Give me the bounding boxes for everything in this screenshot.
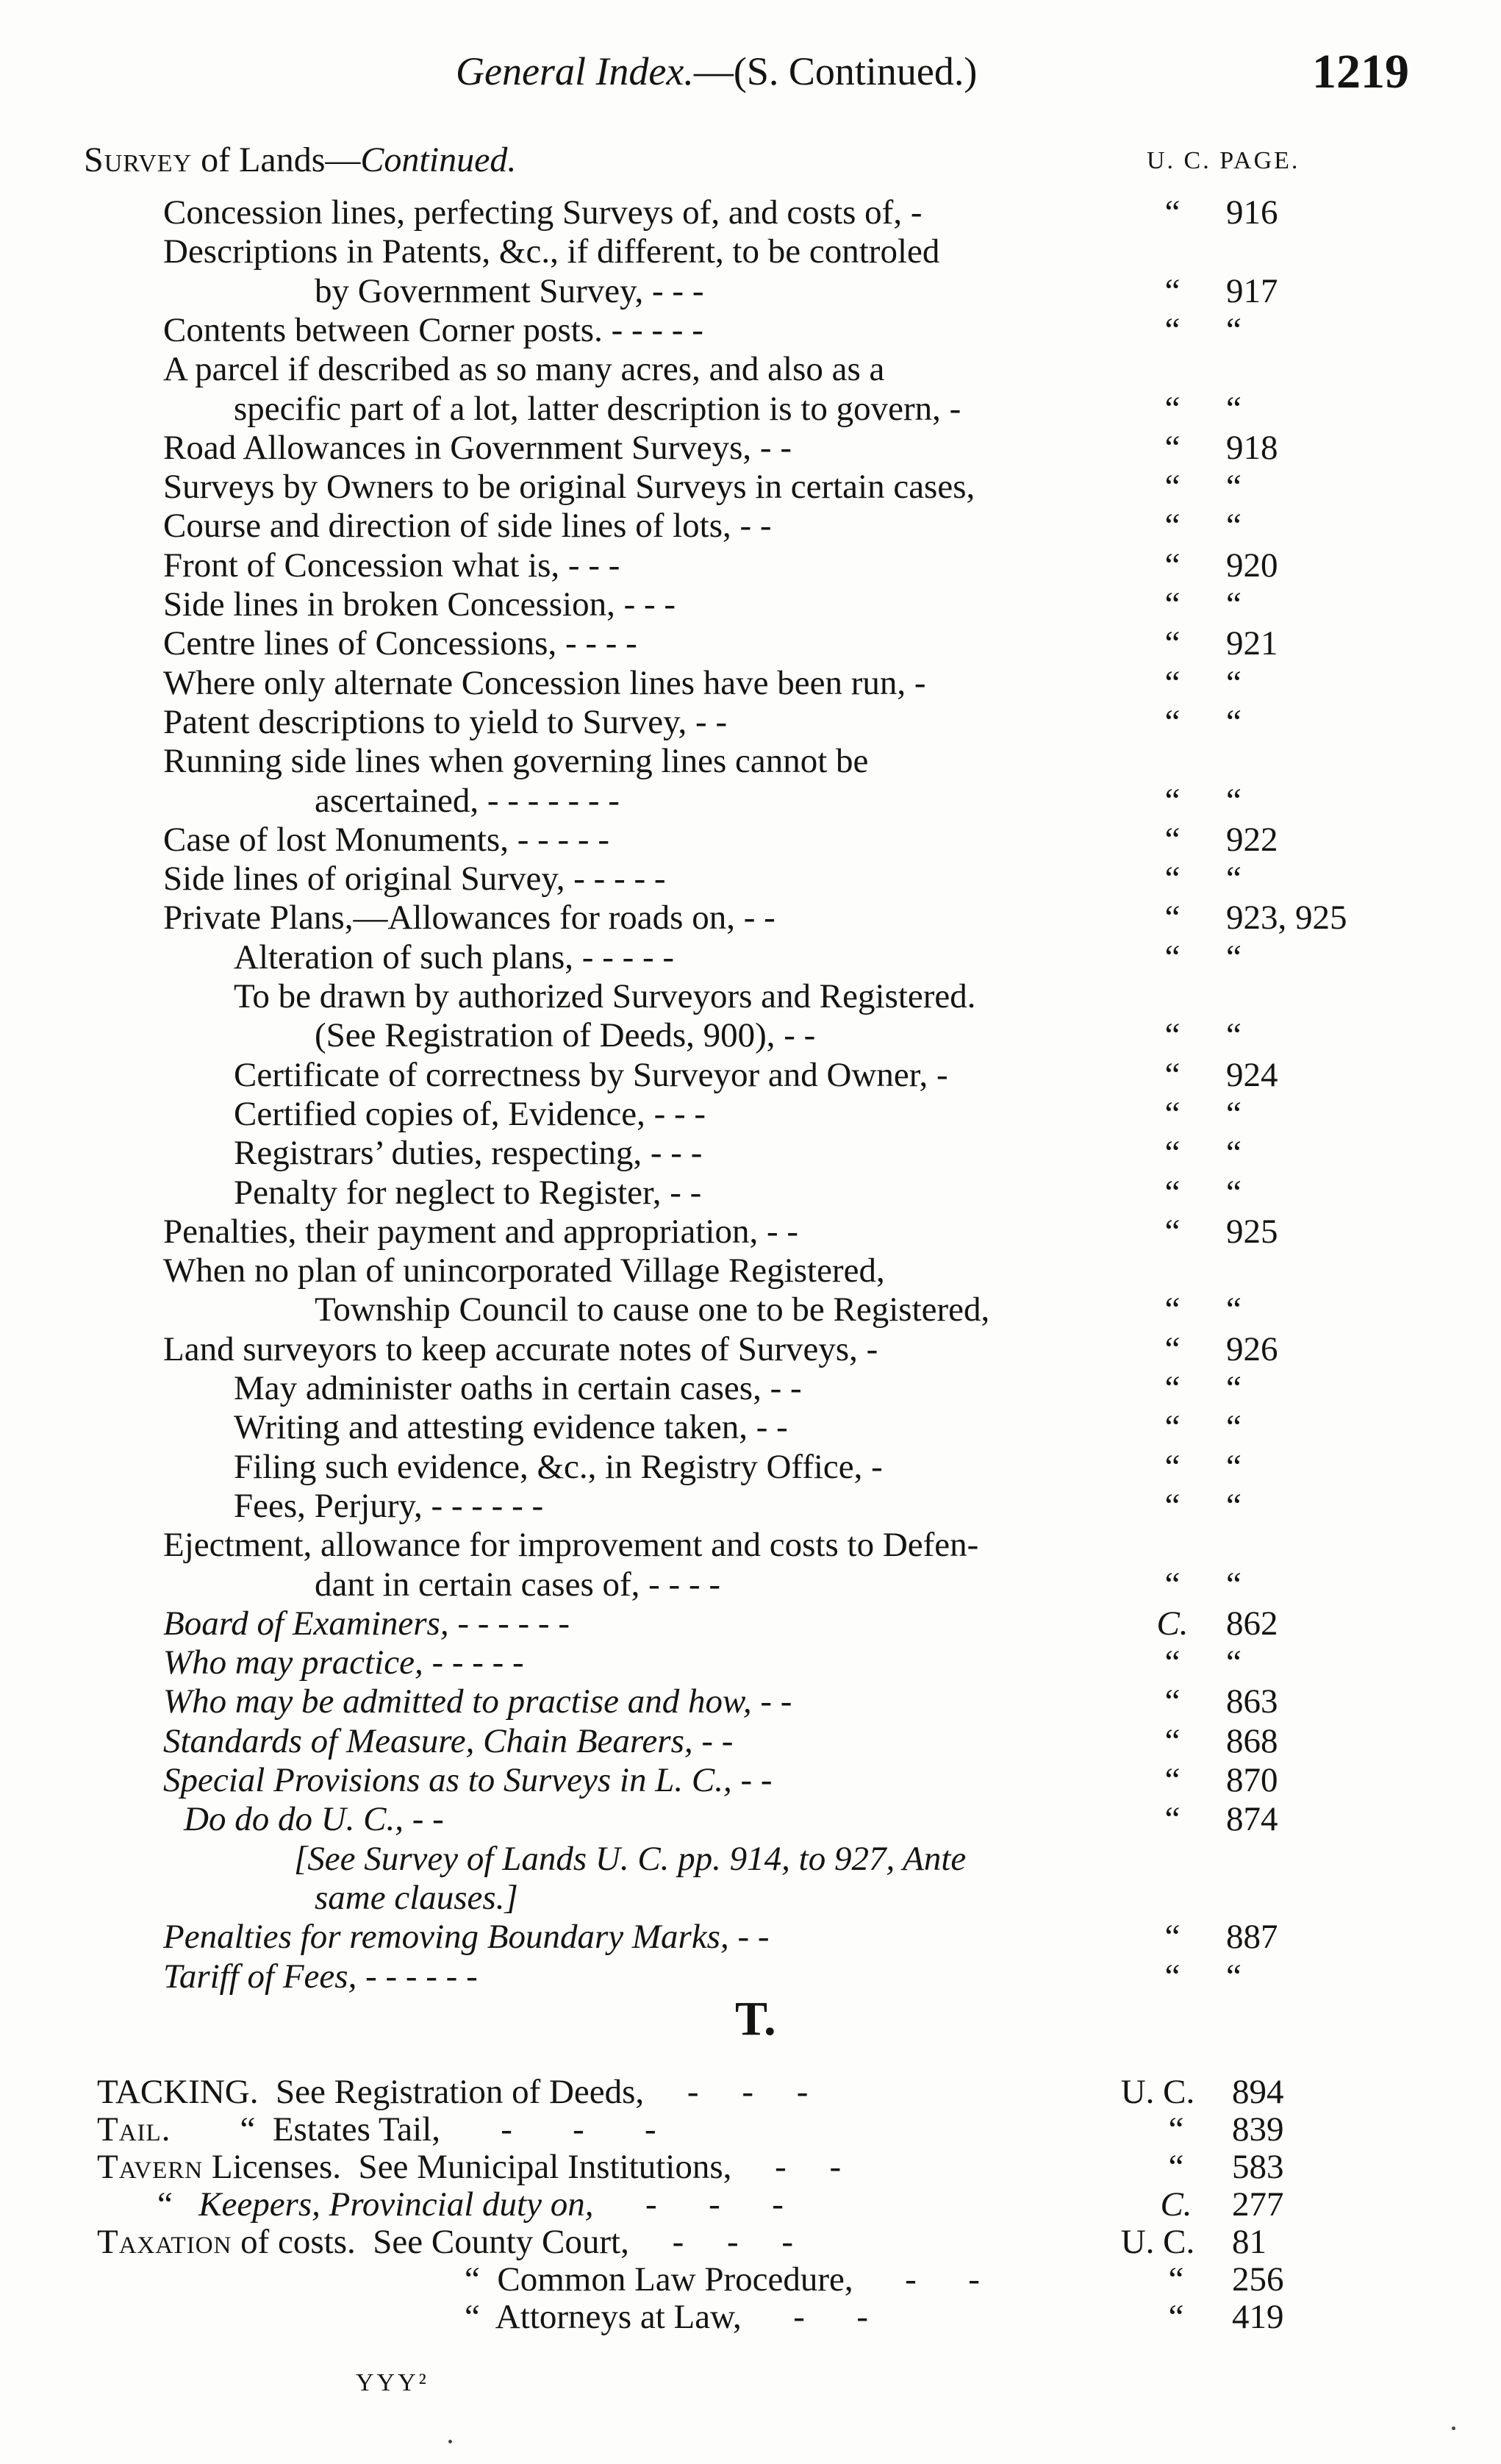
index-entry — [0, 1721, 1501, 1761]
entry-volume: “ — [1164, 820, 1181, 859]
index-entry — [0, 1290, 1501, 1329]
t-index-entry — [0, 2297, 1501, 2337]
entry-text-group — [97, 2072, 808, 2112]
entry-text: specific part of a lot, latter description is to govern, - — [234, 389, 961, 428]
t-index-entry — [0, 2072, 1501, 2112]
entry-page: “ — [1226, 585, 1242, 624]
index-entry — [0, 1329, 1501, 1369]
entry-volume: “ — [1164, 663, 1181, 702]
entry-volume: “ — [1164, 1918, 1181, 1957]
column-heading: U. C. PAGE. — [1147, 147, 1300, 174]
entry-text: [See Survey of Lands U. C. pp. 914, to 927, Ante — [294, 1839, 967, 1878]
entry-page: “ — [1226, 1290, 1242, 1329]
entry-volume: “ — [1164, 1369, 1181, 1407]
entry-page: “ — [1226, 1173, 1242, 1212]
index-entry — [0, 1525, 1501, 1565]
running-header — [456, 49, 977, 94]
entry-page: 894 — [1232, 2073, 1284, 2111]
entry-page: “ — [1226, 1957, 1242, 1996]
entry-volume: C. — [1160, 2185, 1192, 2224]
entry-text: To be drawn by authorized Surveyors and Registered. — [234, 977, 976, 1015]
entry-page: 868 — [1226, 1721, 1278, 1760]
entry-volume: “ — [1164, 1682, 1181, 1721]
entry-text: Case of lost Monuments, - - - - - — [163, 820, 609, 859]
index-entry — [0, 310, 1501, 350]
index-entry — [0, 1839, 1501, 1879]
entry-page: 256 — [1232, 2260, 1284, 2299]
entry-text: Certified copies of, Evidence, - - - — [234, 1094, 706, 1133]
entry-page: 918 — [1226, 428, 1278, 467]
entry-volume: “ — [1164, 1486, 1181, 1525]
entry-text-group — [157, 2185, 784, 2224]
entry-volume: “ — [1164, 1173, 1181, 1212]
entry-page: “ — [1226, 938, 1242, 976]
entry-volume: “ — [1164, 1565, 1181, 1604]
entry-text: Who may practice, - - - - - — [163, 1643, 524, 1682]
entry-text-group — [465, 2297, 868, 2337]
index-entry — [0, 1447, 1501, 1487]
index-entry — [0, 1682, 1501, 1721]
index-entry — [0, 976, 1501, 1016]
t-index-entry — [0, 2222, 1501, 2262]
entry-text: Licenses. See Municipal Institutions, - - — [203, 2148, 842, 2186]
index-entry — [0, 546, 1501, 585]
entry-text: Running side lines when governing lines cannot be — [163, 742, 869, 781]
entry-volume: “ — [1164, 938, 1181, 976]
entry-text: Road Allowances in Government Surveys, - - — [163, 428, 792, 467]
entry-text: Certificate of correctness by Surveyor and Owner, - — [234, 1055, 948, 1094]
index-entry — [0, 1094, 1501, 1134]
entry-page: 870 — [1226, 1761, 1278, 1799]
entry-page: 887 — [1226, 1918, 1278, 1957]
entry-page: 923, 925 — [1226, 899, 1347, 938]
entry-head: Tavern — [97, 2148, 204, 2186]
entry-page: 922 — [1226, 820, 1278, 859]
entry-page: 926 — [1226, 1329, 1278, 1368]
index-entry — [0, 428, 1501, 468]
entry-text: Course and direction of side lines of lots, - - — [163, 507, 772, 546]
entry-page: “ — [1226, 860, 1242, 899]
entry-page: “ — [1226, 1486, 1242, 1525]
entry-text: Fees, Perjury, - - - - - - — [234, 1486, 544, 1525]
entry-volume: “ — [1164, 193, 1181, 232]
entry-text: (See Registration of Deeds, 900), - - — [315, 1016, 816, 1055]
index-entry — [0, 1407, 1501, 1447]
section-heading-rest: of Lands— — [192, 140, 361, 179]
entry-volume: “ — [1164, 1212, 1181, 1251]
entry-page: 277 — [1232, 2185, 1284, 2224]
entry-volume: “ — [1164, 1094, 1181, 1133]
index-entry — [0, 1251, 1501, 1290]
entry-text: Writing and attesting evidence taken, - - — [234, 1408, 788, 1447]
entry-volume: “ — [1164, 899, 1181, 938]
entry-text: May administer oaths in certain cases, - - — [234, 1369, 802, 1407]
entry-text: Ejectment, allowance for improvement and costs to Defen- — [163, 1526, 979, 1565]
entry-page: “ — [1226, 663, 1242, 702]
entry-text-group — [465, 2260, 980, 2299]
page-number: 1219 — [1312, 45, 1409, 99]
index-entry — [0, 1368, 1501, 1408]
index-entry — [0, 506, 1501, 546]
entry-volume: “ — [1168, 2298, 1184, 2336]
entry-page: “ — [1226, 468, 1242, 507]
index-entry — [0, 1565, 1501, 1604]
entry-head: TACKING. — [97, 2073, 259, 2111]
entry-volume: “ — [1168, 2110, 1184, 2149]
entry-text: Township Council to cause one to be Registered, — [315, 1290, 990, 1329]
entry-text-group — [97, 2147, 841, 2187]
entry-volume: “ — [1164, 585, 1181, 624]
index-entry — [0, 1799, 1501, 1839]
section-heading-italic: Continued. — [360, 140, 517, 179]
entry-text: Where only alternate Concession lines have been run, - — [163, 663, 926, 702]
entry-text: Alteration of such plans, - - - - - — [234, 938, 675, 976]
entry-page: 419 — [1232, 2298, 1284, 2336]
index-entry — [0, 1015, 1501, 1055]
entry-page: “ — [1226, 781, 1242, 820]
entry-text: Private Plans,—Allowances for roads on, - - — [163, 899, 775, 938]
entry-volume: U. C. — [1120, 2223, 1195, 2261]
entry-text: of costs. See County Court, - - - — [232, 2223, 794, 2261]
header-title-italic: General Index. — [456, 49, 694, 93]
entry-text: Keepers, Provincial duty on, - - - — [172, 2185, 784, 2224]
entry-volume: “ — [1164, 389, 1181, 428]
section-heading-caps: Survey — [84, 140, 193, 179]
index-entry — [0, 349, 1501, 389]
index-entry — [0, 193, 1501, 232]
entry-volume: “ — [1164, 781, 1181, 820]
index-entry — [0, 271, 1501, 311]
entry-text: See Registration of Deeds, - - - — [258, 2073, 809, 2111]
entry-text: Standards of Measure, Chain Bearers, - - — [163, 1721, 734, 1760]
index-entry — [0, 702, 1501, 742]
entry-page: 921 — [1226, 624, 1278, 663]
section-heading — [84, 140, 516, 180]
entry-page: 874 — [1226, 1800, 1278, 1839]
index-entry — [0, 1133, 1501, 1173]
entry-volume: “ — [1168, 2260, 1184, 2299]
entry-volume: C. — [1156, 1604, 1189, 1643]
entry-page: “ — [1226, 389, 1242, 428]
entry-text: same clauses.] — [315, 1878, 518, 1917]
entry-volume: “ — [1164, 1016, 1181, 1055]
entry-text: Penalties for removing Boundary Marks, - - — [163, 1918, 770, 1957]
entry-page: 583 — [1232, 2148, 1284, 2186]
entry-text: Side lines of original Survey, - - - - - — [163, 860, 666, 899]
entry-text: “ Attorneys at Law, - - — [465, 2298, 869, 2336]
entry-head: Taxation — [97, 2223, 232, 2261]
entry-volume: “ — [1164, 468, 1181, 507]
entry-page: 917 — [1226, 271, 1278, 310]
entry-text-group — [97, 2110, 656, 2149]
t-index-entry — [0, 2110, 1501, 2149]
entry-text: “ Common Law Procedure, - - — [465, 2260, 980, 2299]
entry-page: “ — [1226, 507, 1242, 546]
index-entry — [0, 663, 1501, 703]
index-entry — [0, 741, 1501, 781]
entry-page: 863 — [1226, 1682, 1278, 1721]
index-entry — [0, 467, 1501, 507]
entry-volume: “ — [1164, 1055, 1181, 1094]
entry-text: Registrars’ duties, respecting, - - - — [234, 1134, 703, 1173]
entry-text: Concession lines, perfecting Surveys of, and costs of, - — [163, 193, 923, 232]
t-index-entry — [0, 2260, 1501, 2299]
index-entry — [0, 781, 1501, 821]
index-entry — [0, 1604, 1501, 1643]
signature-mark: YYY² — [356, 2369, 429, 2396]
entry-volume: “ — [1164, 1290, 1181, 1329]
entry-volume: “ — [1164, 1447, 1181, 1486]
index-entry — [0, 624, 1501, 663]
entry-page: 839 — [1232, 2110, 1284, 2149]
index-entry — [0, 938, 1501, 977]
entry-page: 81 — [1232, 2223, 1267, 2261]
entry-text: Tariff of Fees, - - - - - - — [163, 1957, 478, 1996]
entry-page: “ — [1226, 1016, 1242, 1055]
entry-page: “ — [1226, 1094, 1242, 1133]
entry-text-group — [97, 2222, 793, 2262]
header-title-rest: —(S. Continued.) — [693, 49, 978, 93]
entry-volume: U. C. — [1120, 2073, 1195, 2111]
index-entry — [0, 1212, 1501, 1251]
entry-text: Penalties, their payment and appropriation, - - — [163, 1212, 799, 1251]
entry-volume: “ — [1164, 1329, 1181, 1368]
entry-volume: “ — [1164, 507, 1181, 546]
entry-page: 862 — [1226, 1604, 1278, 1643]
index-entry — [0, 232, 1501, 271]
index-entry — [0, 389, 1501, 429]
entry-text: Contents between Corner posts. - - - - - — [163, 310, 703, 349]
entry-text: Who may be admitted to practise and how, - - — [163, 1682, 792, 1721]
index-entry — [0, 585, 1501, 624]
entry-text: Surveys by Owners to be original Surveys in certain cases, — [163, 468, 975, 507]
index-entry — [0, 1055, 1501, 1095]
entry-text: ascertained, - - - - - - - — [315, 781, 620, 820]
entry-volume: “ — [1164, 1721, 1181, 1760]
entry-volume: “ — [1164, 1643, 1181, 1682]
entry-volume: “ — [1168, 2148, 1184, 2186]
entry-text: Land surveyors to keep accurate notes of Surveys, - — [163, 1329, 878, 1368]
entry-text: “ Estates Tail, - - - — [171, 2110, 656, 2149]
entry-head: Tail. — [97, 2110, 171, 2149]
entry-text: A parcel if described as so many acres, and also as a — [163, 350, 885, 389]
entry-page: “ — [1226, 1134, 1242, 1173]
entry-volume: “ — [1164, 1957, 1181, 1996]
entry-text: dant in certain cases of, - - - - — [315, 1565, 720, 1604]
entry-text: Descriptions in Patents, &c., if different, to be controled — [163, 232, 940, 271]
entry-volume: “ — [1164, 271, 1181, 310]
entry-text: Filing such evidence, &c., in Registry Office, - — [234, 1447, 883, 1486]
index-entry — [0, 1917, 1501, 1957]
entry-volume: “ — [1164, 624, 1181, 663]
speck — [1452, 2426, 1455, 2430]
entry-text: Side lines in broken Concession, - - - — [163, 585, 676, 624]
index-entry — [0, 898, 1501, 938]
entry-text: When no plan of unincorporated Village Registered, — [163, 1251, 885, 1290]
entry-text: Penalty for neglect to Register, - - — [234, 1173, 702, 1212]
entry-page: 920 — [1226, 546, 1278, 585]
entry-text: Centre lines of Concessions, - - - - — [163, 624, 637, 663]
entry-text: Patent descriptions to yield to Survey, - - — [163, 702, 728, 741]
entry-volume: “ — [1164, 702, 1181, 741]
index-entry — [0, 820, 1501, 860]
entry-page: “ — [1226, 310, 1242, 349]
entry-head: “ — [157, 2185, 173, 2224]
entry-page: 916 — [1226, 193, 1278, 232]
entry-page: “ — [1226, 1369, 1242, 1407]
speck — [448, 2440, 452, 2443]
entry-page: 924 — [1226, 1055, 1278, 1094]
entry-volume: “ — [1164, 428, 1181, 467]
index-entry — [0, 1643, 1501, 1682]
index-entry — [0, 1173, 1501, 1213]
entry-page: “ — [1226, 702, 1242, 741]
entry-volume: “ — [1164, 1134, 1181, 1173]
index-entry — [0, 1486, 1501, 1526]
entry-volume: “ — [1164, 1408, 1181, 1447]
entry-page: “ — [1226, 1643, 1242, 1682]
entry-volume: “ — [1164, 310, 1181, 349]
entry-text: Do do do U. C., - - — [184, 1800, 444, 1839]
entry-volume: “ — [1164, 1761, 1181, 1799]
letter-heading-t: T. — [735, 1992, 776, 2046]
entry-text: Board of Examiners, - - - - - - — [163, 1604, 570, 1643]
entry-text: Front of Concession what is, - - - — [163, 546, 620, 585]
index-entry — [0, 1878, 1501, 1918]
index-entry — [0, 1957, 1501, 1996]
entry-volume: “ — [1164, 546, 1181, 585]
t-index-entry — [0, 2147, 1501, 2187]
t-index-entry — [0, 2185, 1501, 2224]
entry-page: “ — [1226, 1565, 1242, 1604]
entry-text: by Government Survey, - - - — [315, 271, 704, 310]
entry-page: “ — [1226, 1408, 1242, 1447]
entry-page: “ — [1226, 1447, 1242, 1486]
index-entry — [0, 1760, 1501, 1800]
entry-page: 925 — [1226, 1212, 1278, 1251]
entry-volume: “ — [1164, 1800, 1181, 1839]
entry-text: Special Provisions as to Surveys in L. C., - - — [163, 1761, 773, 1799]
entry-volume: “ — [1164, 860, 1181, 899]
index-entry — [0, 859, 1501, 899]
